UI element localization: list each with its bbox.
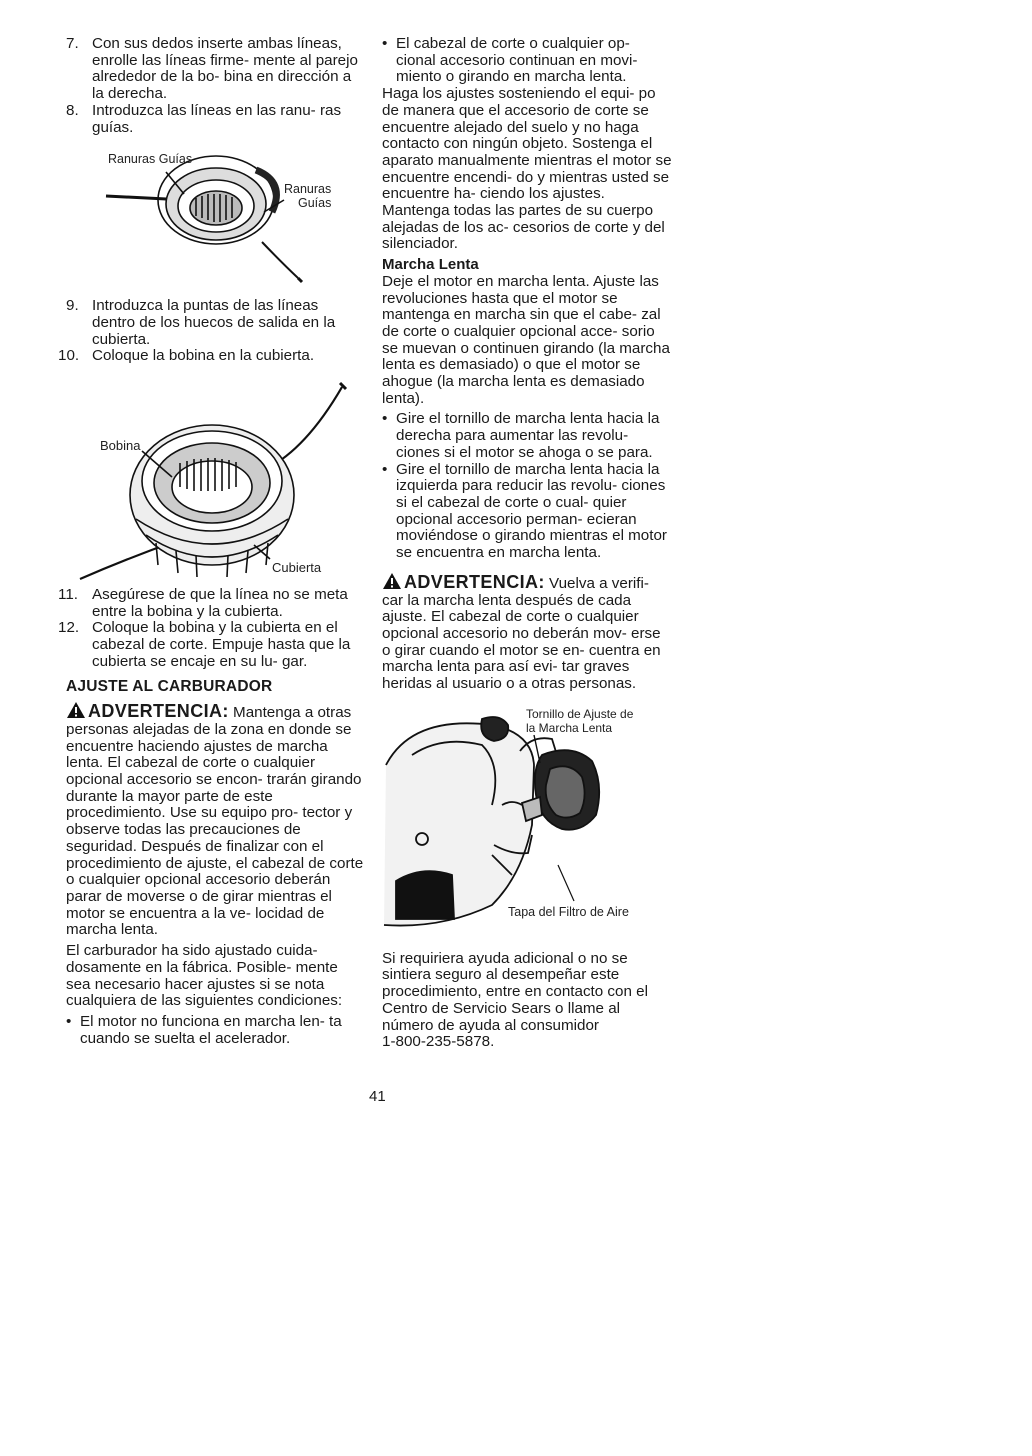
section-heading: AJUSTE AL CARBURADOR: [66, 677, 273, 695]
page-number: 41: [369, 1088, 386, 1105]
steps-list-a: [66, 36, 364, 136]
steps-list-b: [58, 297, 364, 365]
bullet-list: [382, 36, 672, 86]
step-text: Asegúrese de que la línea no se meta entre la bobina y la cubierta.: [92, 586, 348, 620]
warning-triangle-icon: [66, 701, 86, 719]
warning-triangle-icon: [382, 572, 402, 590]
warning-label: ADVERTENCIA:: [88, 701, 229, 722]
list-item: [58, 586, 364, 620]
step-number: 8.: [66, 101, 79, 119]
carburetor-illustration: [382, 705, 672, 939]
warning-block: [382, 572, 672, 693]
bullet-list: [66, 1014, 364, 1047]
paragraph: Haga los ajustes sosteniendo el equi- po de manera que el accesorio de corte se encuentre alejado del suelo y no haga contacto con ningún objeto. Sostenga el aparato manualmente mientras el motor se encuentre encendi- do y mientras usted se encuentre ha- ciendo los ajustes. Mantenga todas las partes de su cuerpo alejadas de los ac- cesorios de corte y del silenciador.: [382, 85, 672, 253]
bullet-text: El motor no funciona en marcha len- ta cuando se suelta el acelerador.: [80, 1012, 342, 1047]
list-item: [66, 1014, 364, 1047]
step-text: Coloque la bobina y la cubierta en el cabezal de corte. Empuje hasta que la cubierta se encaje en su lu- gar.: [92, 619, 351, 670]
figure-label: Guías: [298, 196, 332, 211]
step-number: 9.: [66, 297, 79, 315]
spool-guides-figure: [66, 142, 364, 298]
list-item: [382, 411, 672, 461]
figure-label: Tapa del Filtro de Aire: [508, 904, 629, 919]
bullet-text: El cabezal de corte o cualquier op- cional accesorio continuan en movi- miento o girando en marcha lenta.: [396, 35, 638, 86]
list-item: [66, 36, 364, 103]
spool-housing-figure: [66, 369, 364, 587]
housing-illustration: [66, 369, 364, 587]
step-text: Introduzca la puntas de las líneas dentro de los huecos de salida en la cubierta.: [92, 297, 336, 348]
bullet-dot: •: [382, 460, 388, 478]
figure-label: Ranuras Guías: [108, 152, 193, 167]
warning-label: ADVERTENCIA:: [404, 571, 545, 592]
figure-label: Bobina: [100, 438, 141, 454]
phone-number: 1-800-235-5878.: [382, 1033, 495, 1051]
warning-text: Vuelva a verifi- car la marcha lenta después de cada ajuste. El cabezal de corte o cualquier opcional accesorio no deberán mov- erse o girar cuando el motor se en- cuentra en marcha lenta para así evi- tar graves heridas al usuario o a otras personas.: [382, 574, 661, 693]
step-number: 11.: [58, 586, 78, 604]
step-text: Introduzca las líneas en las ranu- ras guías.: [92, 101, 342, 136]
paragraph: El carburador ha sido ajustado cuida- dosamente en la fábrica. Posible- mente sea necesario hacer ajustes si se nota cualquiera de las siguientes condiciones:: [66, 942, 343, 1010]
step-text: Con sus dedos inserte ambas líneas, enrolle las líneas firme- mente al parejo alrededor de la bo- bina en dirección a la derecha.: [92, 35, 358, 103]
bullet-text: Gire el tornillo de marcha lenta hacia la izquierda para reducir las revolu- ciones si el cabezal de corte o cual- quier opcional accesorio perman- ecieran moviéndose o girando mientras el motor se encuentra en marcha lenta.: [396, 460, 667, 562]
step-text: Coloque la bobina en la cubierta.: [92, 347, 315, 365]
list-item: [382, 36, 672, 86]
paragraph: Si requiriera ayuda adicional o no se sintiera seguro al desempeñar este procedimiento, entre en contacto con el Centro de Servicio Sears o llame al número de ayuda al consumidor: [382, 949, 648, 1034]
list-item: [382, 462, 672, 562]
figure-label: la Marcha Lenta: [526, 720, 613, 735]
bullet-dot: •: [66, 1012, 72, 1030]
figure-label: Tornillo de Ajuste de: [526, 706, 634, 721]
paragraph: Deje el motor en marcha lenta. Ajuste las revoluciones hasta que el motor se mantenga en marcha sin que el cabe- zal de corte o cualquier opcional acce- sorio se muevan o continuen girando (la marcha lenta es demasiado) o que el motor se ahogue (la marcha lenta es demasiado lenta).: [382, 272, 670, 407]
bullet-list: [382, 411, 672, 561]
subheading: Marcha Lenta: [382, 256, 479, 274]
figure-label: Ranuras: [284, 182, 332, 197]
warning-text: Mantenga a otras personas alejadas de la zona en donde se encuentre haciendo ajustes de marcha lenta. El cabezal de corte o cualquier opcional accesorio se encon- trarán girando durante la mayor parte de este procedimiento. Use su equipo pro- tector y observe todas las precauciones de seguridad. Después de finalizar con el procedimiento de ajuste, el cabezal de corte o cualquier opcional accesorio deberán parar de moverse o de girar mientras el motor se encuentra a la ve- locidad de marcha lenta.: [66, 704, 364, 939]
bullet-dot: •: [382, 35, 388, 52]
list-item: [66, 103, 364, 136]
list-item: [66, 298, 364, 348]
left-column: [58, 35, 364, 1047]
carburetor-figure: [382, 705, 672, 939]
step-number: 12.: [58, 619, 80, 637]
warning-block: [66, 701, 364, 939]
right-column: [382, 36, 672, 1055]
list-item: [58, 347, 364, 365]
step-number: 7.: [66, 35, 79, 52]
list-item: [58, 619, 364, 670]
bullet-text: Gire el tornillo de marcha lenta hacia la derecha para aumentar las revolu- ciones si el motor se ahoga o se para.: [396, 410, 660, 461]
step-number: 10.: [58, 347, 80, 365]
figure-label: Cubierta: [272, 560, 322, 576]
bullet-dot: •: [382, 410, 388, 428]
steps-list-c: [58, 586, 364, 671]
